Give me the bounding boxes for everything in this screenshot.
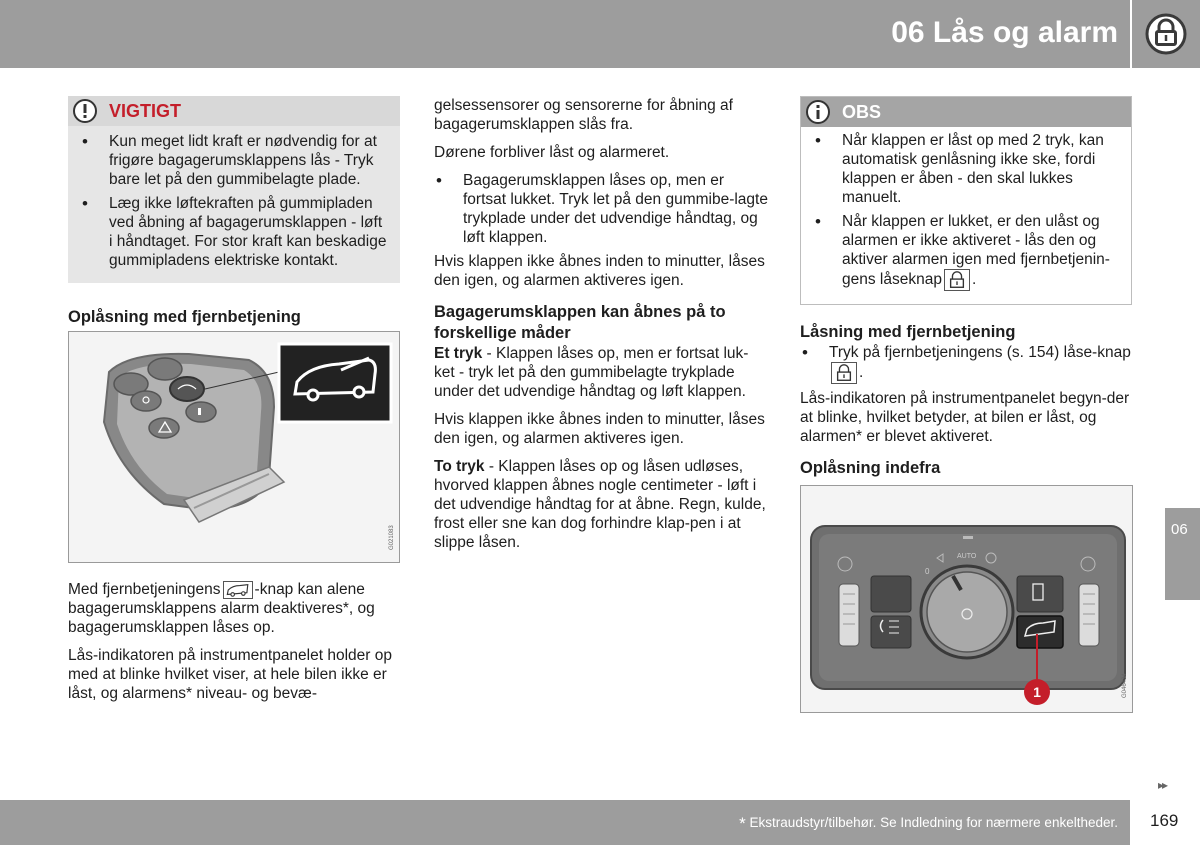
chapter-title: 06 Lås og alarm: [891, 16, 1118, 49]
paragraph: Lås-indikatoren på instrumentpanelet holder op med at blinke hvilket viser, at hele bilen ikke er låst, og alarmens* niveau- og bevæ-: [68, 647, 392, 702]
auto-label: AUTO: [957, 553, 977, 560]
obs-header: [801, 97, 1131, 127]
obs-list: [801, 131, 1119, 291]
list-item: [800, 343, 1132, 384]
remote-key-figure: [68, 331, 400, 563]
text: - Klappen låses op, men er fortsat luk-ket - tryk let på den gummibelagte trykplade under det udvendige håndtag og løft klappen.: [434, 345, 749, 400]
text: Tryk på fjernbetjeningens (s. 154) låse-knap: [829, 344, 1131, 361]
obs-label: OBS: [842, 101, 882, 122]
text: - Klappen låses op og låsen udløses, hvorved klappen åbnes nogle centimeter - løft i det udvendige håndtag for at åbne. Regn, kulde, frost eller sne kan dog forhindre klap-pen i at slippe låsen.: [434, 458, 766, 551]
section-heading: Bagagerumsklappen kan åbnes på to forskellige måder: [434, 303, 726, 342]
text: .: [859, 364, 864, 382]
text: Når klappen er lukket, er den ulåst og alarmen er ikke aktiveret - lås den og aktiver alarmen igen med fjernbetjenin-gens låseknap: [842, 213, 1110, 289]
paragraph: [434, 344, 768, 401]
padlock-icon: [1144, 12, 1188, 56]
lock-button-icon: [831, 362, 857, 384]
list-item: [801, 212, 1119, 291]
zero-label: 0: [925, 567, 930, 576]
column-1: [68, 96, 400, 712]
bullet-list: [434, 171, 768, 247]
text: .: [971, 271, 977, 289]
bullet-list: [800, 343, 1132, 384]
paragraph: Dørene forbliver låst og alarmeret.: [434, 144, 670, 161]
continue-arrows-icon: ▸▸: [1158, 778, 1167, 792]
section-heading: Låsning med fjernbetjening: [800, 323, 1016, 341]
text: -knap kan alene bagagerumsklappens alarm deaktiveres*, og bagagerumsklappen låses op.: [68, 581, 375, 636]
warning-list: [68, 132, 388, 270]
column-2: [434, 96, 768, 561]
text: Med fjernbetjeningens: [68, 581, 221, 598]
footnote-text: Ekstraudstyr/tilbehør. Se Indledning for nærmere enkeltheder.: [749, 815, 1118, 830]
remote-key-illustration: [69, 332, 400, 563]
section-heading: Oplåsning med fjernbetjening: [68, 308, 301, 326]
chapter-icon-box: [1132, 0, 1200, 68]
paragraph: [434, 457, 768, 552]
light-panel-illustration: [801, 486, 1133, 713]
paragraph: Hvis klappen ikke åbnes inden to minutter, låses den igen, og alarmen aktiveres igen.: [434, 253, 765, 289]
term: To tryk: [434, 458, 485, 475]
warning-header: [68, 96, 400, 126]
warning-label: VIGTIGT: [109, 100, 181, 121]
light-switch-figure: [800, 485, 1133, 713]
section-heading: Oplåsning indefra: [800, 459, 941, 477]
figure-code: G021083: [389, 525, 395, 550]
chapter-tab: 06: [1165, 508, 1200, 600]
tailgate-icon: [223, 581, 253, 599]
page-number: 169: [1150, 811, 1179, 830]
paragraph: Lås-indikatoren på instrumentpanelet begyn-der at blinke, hvilket betyder, at bilen er låst, og alarmen* er blevet aktiveret.: [800, 390, 1130, 445]
obs-box: [800, 96, 1132, 305]
figure-code: G046434: [1122, 673, 1128, 698]
term: Et tryk: [434, 345, 483, 362]
paragraph: Hvis klappen ikke åbnes inden to minutter, låses den igen, og alarmen aktiveres igen.: [434, 411, 765, 447]
callout-number: 1: [1033, 684, 1041, 700]
warning-box: [68, 96, 400, 283]
list-item: • Når klappen er låst op med 2 tryk, kan automatisk genlåsning ikke ske, fordi klappen er åben - den skal lukkes manuelt.: [801, 131, 1119, 207]
lock-button-icon: [944, 269, 970, 291]
footnote: [739, 813, 1118, 833]
column-3: [800, 96, 1132, 730]
list-item: • Bagagerumsklappen låses op, men er fortsat lukket. Tryk let på den gummibe-lagte trykplade under det udvendige håndtag, og løft klappen.: [434, 171, 768, 247]
info-icon: [805, 99, 831, 125]
exclamation-icon: [72, 98, 98, 124]
footnote-star: *: [739, 814, 746, 833]
list-item: • Læg ikke løftekraften på gummipladen ved åbning af bagagerumsklappen - løft i håndtaget. For stor kraft kan beskadige gummipladens elektriske kontakt.: [68, 194, 388, 270]
paragraph: gelsessensorer og sensorerne for åbning af bagagerumsklappen slås fra.: [434, 97, 733, 133]
list-item: • Kun meget lidt kraft er nødvendig for at frigøre bagagerumsklappens lås - Tryk bare let på den gummibelagte plade.: [68, 132, 388, 189]
paragraph: [68, 580, 400, 637]
